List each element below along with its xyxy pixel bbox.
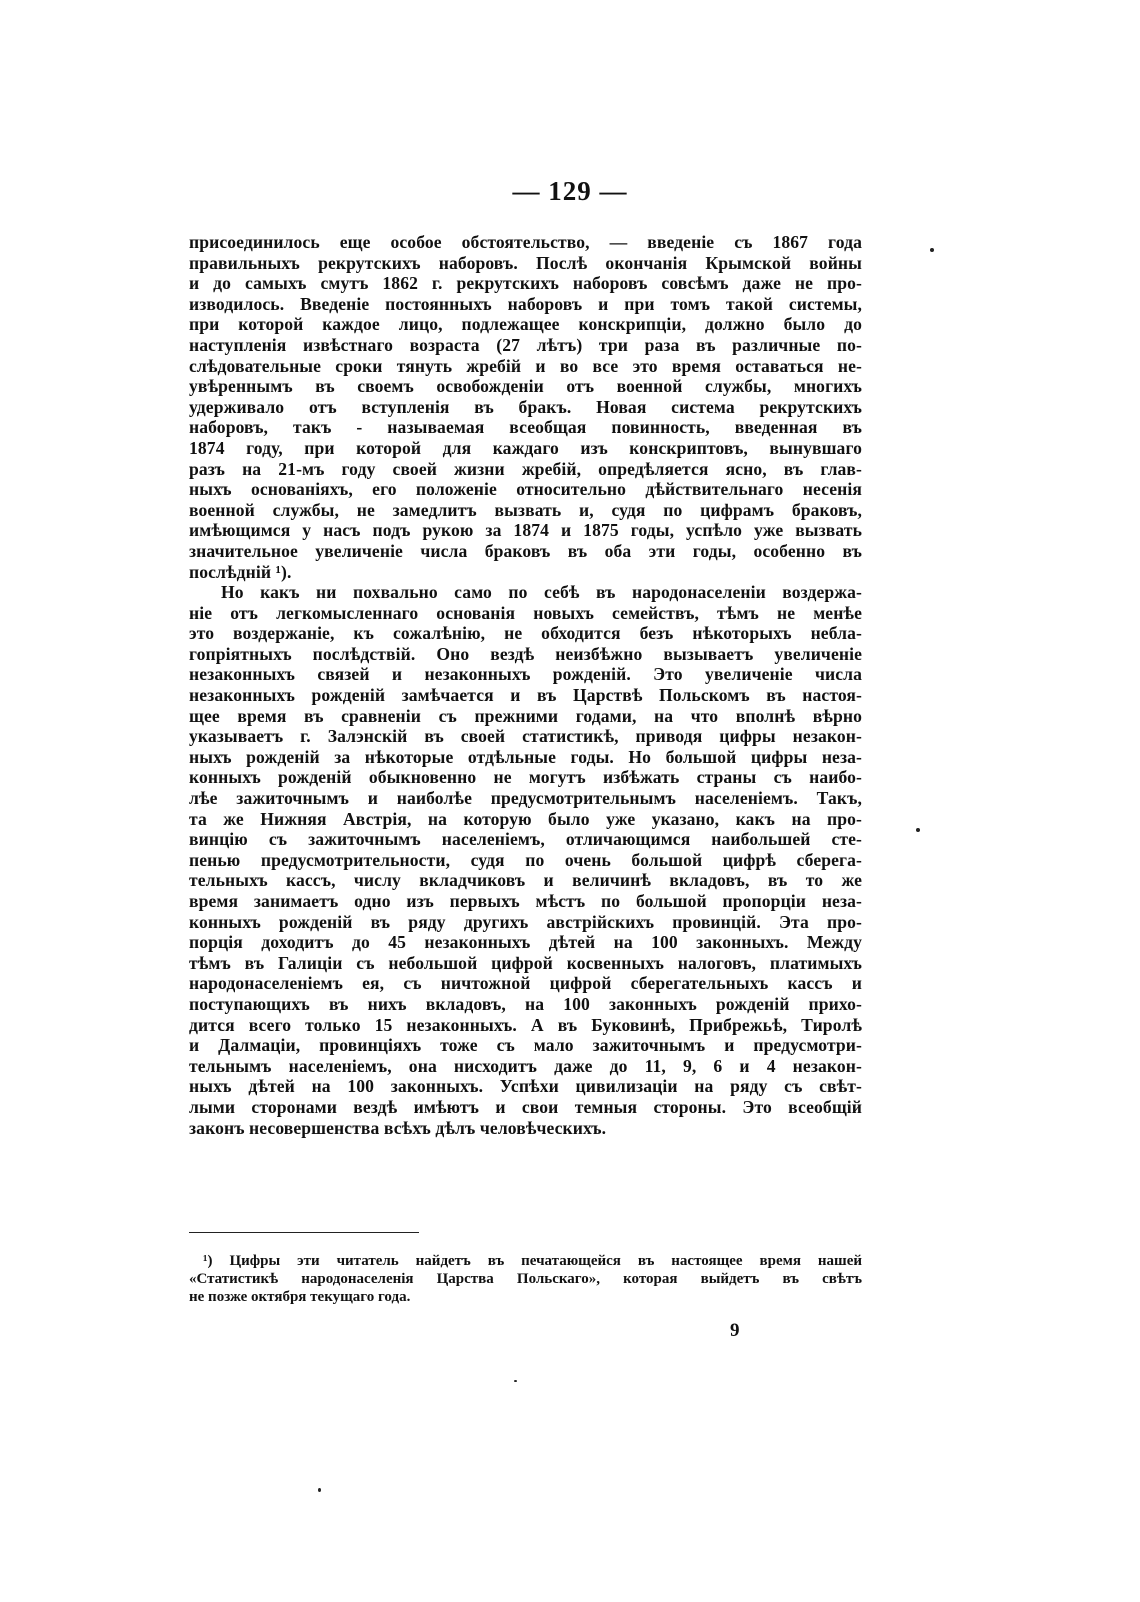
body-text <box>189 232 862 1138</box>
footnote-divider <box>189 1232 419 1233</box>
body-line: винцію съ зажиточнымъ населеніемъ, отличающимся наибольшей сте- <box>189 829 862 850</box>
body-line: тельныхъ кассъ, числу вкладчиковъ и величинѣ вкладовъ, въ то же <box>189 870 862 891</box>
body-line: ныхъ дѣтей на 100 законныхъ. Успѣхи цивилизаціи на ряду съ свѣт- <box>189 1076 862 1097</box>
signature-mark: 9 <box>730 1320 740 1341</box>
body-line: изводилось. Введеніе постоянныхъ наборовъ и при томъ такой системы, <box>189 293 862 314</box>
body-line: поступающихъ въ нихъ вкладовъ, на 100 законныхъ рожденій прихо- <box>189 993 862 1014</box>
footnote-line: ¹) Цифры эти читатель найдетъ въ печатающейся въ настоящее время нашей <box>203 1253 862 1269</box>
body-line: это воздержаніе, къ сожалѣнію, не обходится безъ нѣкоторыхъ небла- <box>189 623 862 644</box>
body-line: присоединилось еще особое обстоятельство, — введеніе съ 1867 года <box>189 232 862 252</box>
body-line: народонаселеніемъ ея, съ ничтожной цифрой сберегательныхъ кассъ и <box>189 973 862 994</box>
body-line: ныхъ рожденій за нѣкоторые отдѣльные годы. Но большой цифры неза- <box>189 746 862 767</box>
body-line: при которой каждое лицо, подлежащее конскрипціи, должно было до <box>189 314 862 335</box>
body-line: тельнымъ населеніемъ, она нисходитъ даже до 11, 9, 6 и 4 незакон- <box>189 1055 862 1076</box>
body-line: военной службы, не замедлитъ вызвать и, судя по цифрамъ браковъ, <box>189 499 862 520</box>
print-speck <box>916 828 920 832</box>
print-speck <box>514 1380 517 1382</box>
body-line: тѣмъ въ Галиціи съ небольшой цифрой косвенныхъ налоговъ, платимыхъ <box>189 952 862 973</box>
body-line: лыми сторонами вездѣ имѣютъ и свои темныя стороны. Это всеобщій <box>189 1096 862 1117</box>
body-line: имѣющимся у насъ подъ рукою за 1874 и 1875 годы, успѣло уже вызвать <box>189 520 862 541</box>
body-line: незаконныхъ связей и незаконныхъ рожденій. Это увеличеніе числа <box>189 664 862 685</box>
body-line: 1874 году, при которой для каждаго изъ конскриптовъ, вынувшаго <box>189 437 862 458</box>
body-line: конныхъ рожденій обыкновенно не могутъ избѣжать страны съ наибо- <box>189 767 862 788</box>
body-line: лѣе зажиточнымъ и наиболѣе предусмотрительнымъ населеніемъ. Такъ, <box>189 788 862 809</box>
body-line: удерживало отъ вступленія въ бракъ. Новая система рекрутскихъ <box>189 396 862 417</box>
body-line: слѣдовательные сроки тянуть жребій и во все это время оставаться не- <box>189 355 862 376</box>
body-line: ніе отъ легкомысленнаго основанія новыхъ семействъ, тѣмъ не менѣе <box>189 602 862 623</box>
body-line: указываетъ г. Залэнскій въ своей статистикѣ, приводя цифры незакон- <box>189 726 862 747</box>
body-line: правильныхъ рекрутскихъ наборовъ. Послѣ окончанія Крымской войны <box>189 252 862 273</box>
page-number: — 129 — <box>512 176 628 206</box>
body-line: конныхъ рожденій въ ряду другихъ австрійскихъ провинцій. Эта про- <box>189 911 862 932</box>
print-speck <box>930 248 934 252</box>
body-line: дится всего только 15 незаконныхъ. А въ Буковинѣ, Прибрежьѣ, Тиролѣ <box>189 1014 862 1035</box>
body-line: порція доходитъ до 45 незаконныхъ дѣтей на 100 законныхъ. Между <box>189 932 862 953</box>
body-line: ныхъ основаніяхъ, его положеніе относительно дѣйствительнаго несенія <box>189 479 862 500</box>
footnote-line: не позже октября текущаго года. <box>189 1289 411 1305</box>
body-line: наборовъ, такъ - называемая всеобщая повинность, введенная въ <box>189 417 862 438</box>
body-line: разъ на 21-мъ году своей жизни жребій, опредѣляется ясно, въ глав- <box>189 458 862 479</box>
footnote-line: «Статистикѣ народонаселенія Царства Польскаго», которая выйдетъ въ свѣтъ <box>189 1271 862 1287</box>
body-line: та же Нижняя Австрія, на которую было уже указано, какъ на про- <box>189 808 862 829</box>
print-speck <box>318 1488 321 1492</box>
body-line: увѣреннымъ въ своемъ освобожденіи отъ военной службы, многихъ <box>189 376 862 397</box>
body-line: гопріятныхъ послѣдствій. Оно вездѣ неизбѣжно вызываетъ увеличеніе <box>189 643 862 664</box>
body-line: незаконныхъ рожденій замѣчается и въ Царствѣ Польскомъ въ настоя- <box>189 685 862 706</box>
body-line: значительное увеличеніе числа браковъ въ оба эти годы, особенно въ <box>189 540 862 561</box>
body-line: и до самыхъ смутъ 1862 г. рекрутскихъ наборовъ совсѣмъ даже не про- <box>189 273 862 294</box>
paragraph-end-line: послѣдній ¹). <box>189 561 292 582</box>
body-line: наступленія извѣстнаго возраста (27 лѣтъ) три раза въ различные по- <box>189 334 862 355</box>
body-line: и Далмаціи, провинціяхъ тоже съ мало зажиточнымъ и предусмотри- <box>189 1035 862 1056</box>
paragraph-end-line: законъ несовершенства всѣхъ дѣлъ человѣческихъ. <box>189 1117 607 1138</box>
body-line: пенью предусмотрительности, судя по очень большой цифрѣ сберега- <box>189 849 862 870</box>
body-line: время занимаетъ одно изъ первыхъ мѣстъ по большой пропорціи неза- <box>189 891 862 911</box>
footnote <box>189 1252 862 1306</box>
paragraph-start-line: Но какъ ни похвально само по себѣ въ народонаселеніи воздержа- <box>221 582 862 603</box>
body-line: щее время въ сравненіи съ прежними годами, на что вполнѣ вѣрно <box>189 705 862 726</box>
